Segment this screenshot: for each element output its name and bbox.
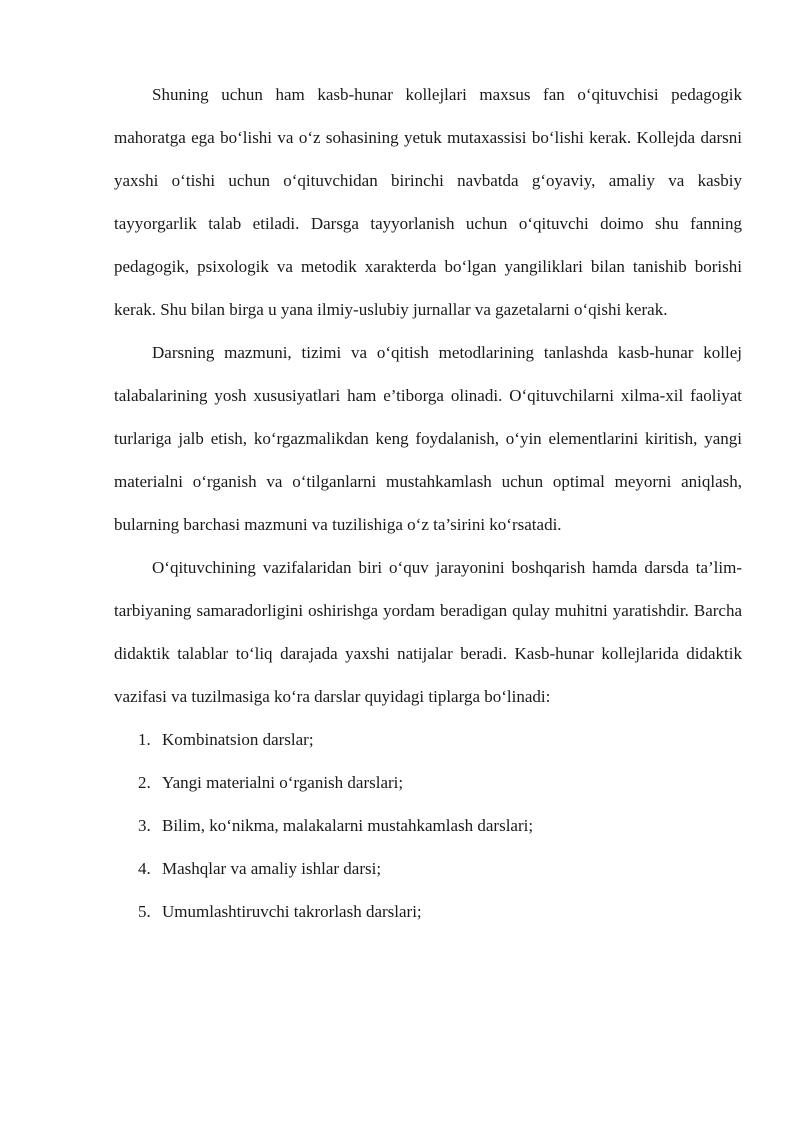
list-item-text: Yangi materialni o‘rganish darslari; <box>162 773 404 792</box>
paragraph-1: Shuning uchun ham kasb-hunar kollejlari maxsus fan o‘qituvchisi pedagogik mahoratga ega bo‘lishi va o‘z sohasining yetuk mutaxassisi bo‘lishi kerak. Kollejda darsni yaxshi o‘tishi uchun o‘qituvchidan birinchi navbatda g‘oyaviy, amaliy va kasbiy tayyorgarlik talab etiladi. Darsga tayyorlanish uchun o‘qituvchi doimo shu fanning pedagogik, psixologik va metodik xarakterda bo‘lgan yangiliklari bilan tanishib borishi kerak. Shu bilan birga u yana ilmiy-uslubiy jurnallar va gazetalarni o‘qishi kerak. <box>114 85 742 319</box>
list-item-text: Bilim, ko‘nikma, malakalarni mustahkamlash darslari; <box>162 816 534 835</box>
list-item <box>114 890 742 933</box>
list-item-number: 3. <box>138 816 151 835</box>
list-item-number: 5. <box>138 902 151 921</box>
list-item-text: Kombinatsion darslar; <box>162 730 314 749</box>
list-item <box>114 847 742 890</box>
list-item-number: 4. <box>138 859 151 878</box>
paragraph-3: O‘qituvchining vazifalaridan biri o‘quv jarayonini boshqarish hamda darsda ta’lim-tarbiyaning samaradorligini oshirishga yordam beradigan qulay muhitni yaratishdir. Barcha didaktik talablar to‘liq darajada yaxshi natijalar beradi. Kasb-hunar kollejlarida didaktik vazifasi va tuzilmasiga ko‘ra darslar quyidagi tiplarga bo‘linadi: <box>114 558 742 706</box>
list-item-text: Umumlashtiruvchi takrorlash darslari; <box>162 902 422 921</box>
lesson-types-list <box>114 718 742 933</box>
paragraph-2: Darsning mazmuni, tizimi va o‘qitish metodlarining tanlashda kasb-hunar kollej talabalarining yosh xususiyatlari ham e’tiborga olinadi. O‘qituvchilarni xilma-xil faoliyat turlariga jalb etish, ko‘rgazmalikdan keng foydalanish, o‘yin elementlarini kiritish, yangi materialni o‘rganish va o‘tilganlarni mustahkamlash uchun optimal meyorni aniqlash, bularning barchasi mazmuni va tuzilishiga o‘z ta’sirini ko‘rsatadi. <box>114 343 742 534</box>
document-body <box>114 73 742 933</box>
list-item-number: 1. <box>138 730 151 749</box>
list-item-text: Mashqlar va amaliy ishlar darsi; <box>162 859 382 878</box>
list-item <box>114 718 742 761</box>
list-item <box>114 804 742 847</box>
list-item <box>114 761 742 804</box>
list-item-number: 2. <box>138 773 151 792</box>
